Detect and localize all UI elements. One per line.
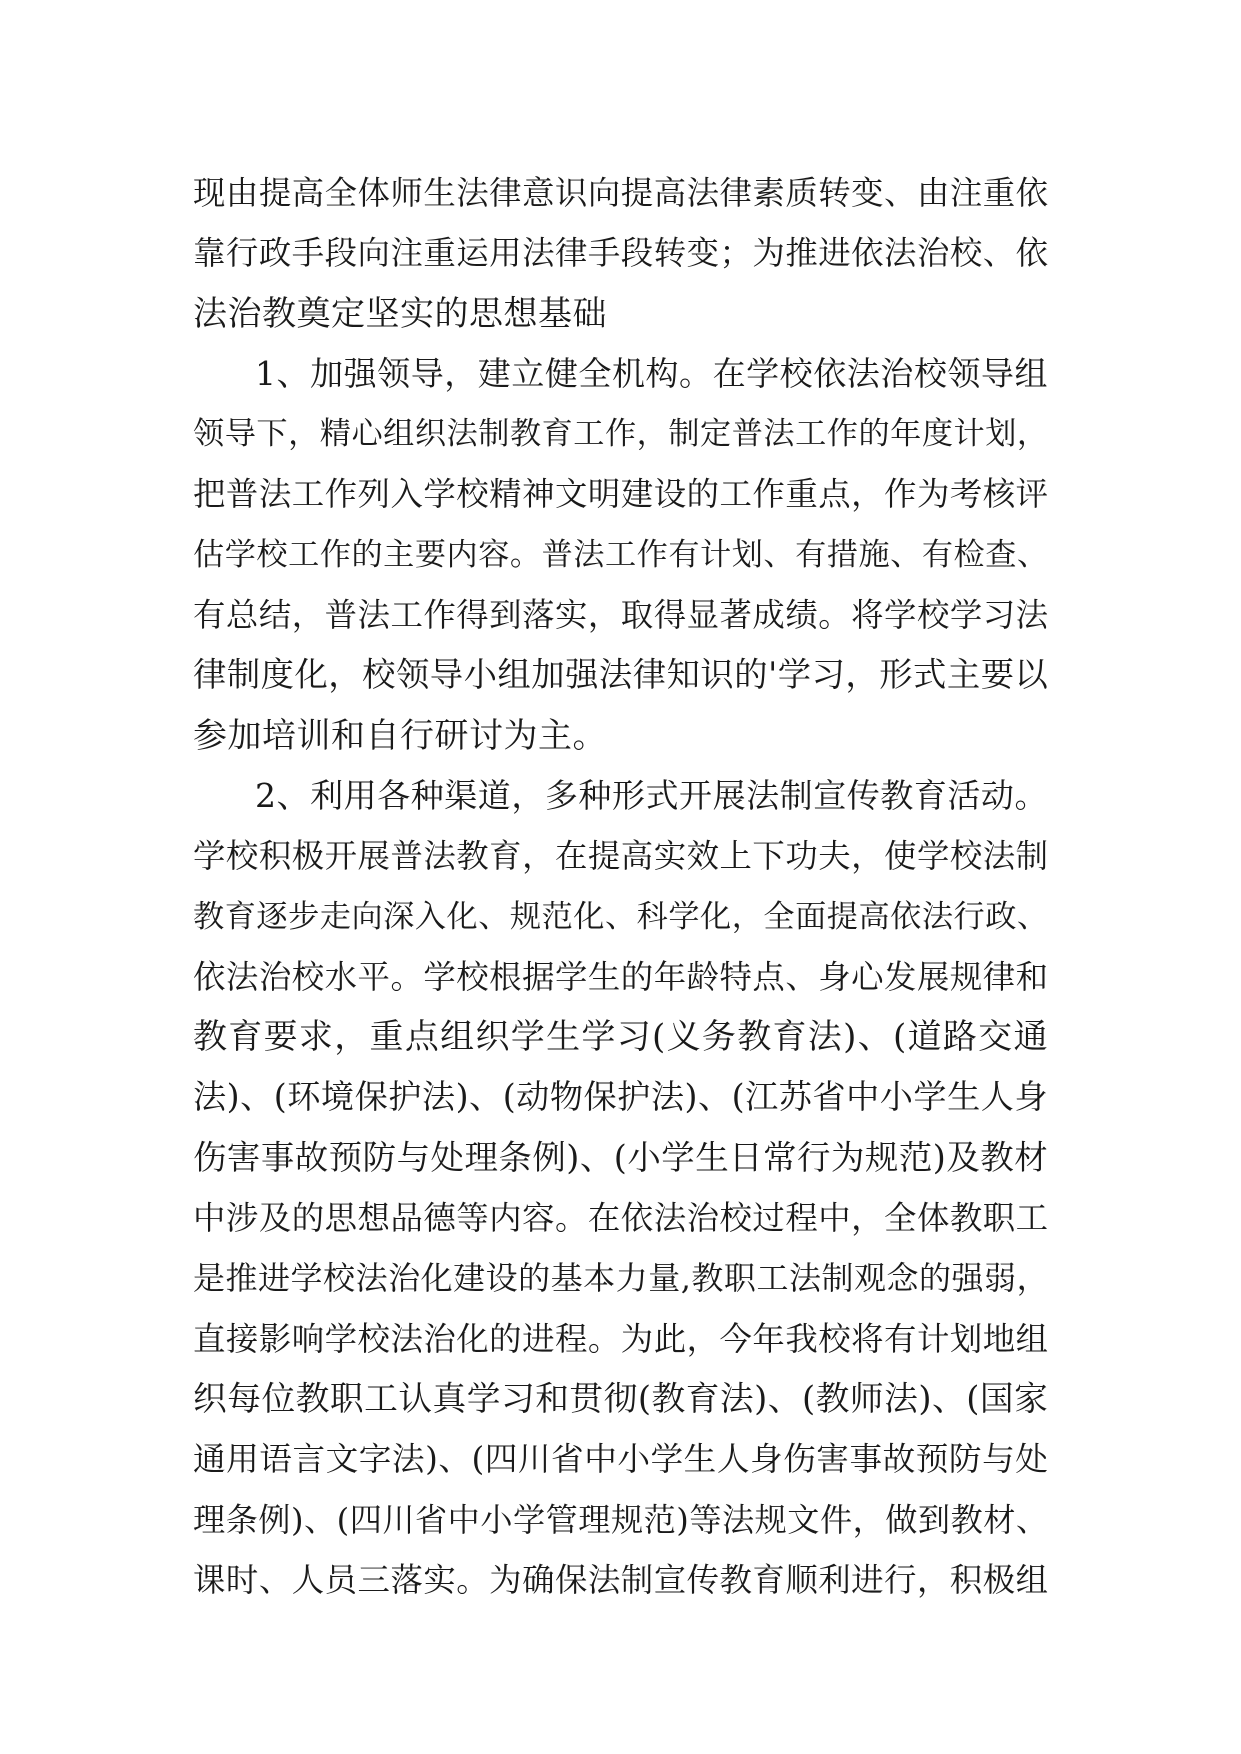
- text-line: 有总结，普法工作得到落实，取得显著成绩。将学校学习法: [193, 596, 1049, 635]
- text-line: 估学校工作的主要内容。普法工作有计划、有措施、有检查、: [193, 536, 1049, 573]
- document-body: [193, 163, 1048, 1610]
- text-line: 课时、人员三落实。为确保法制宣传教育顺利进行，积极组: [193, 1560, 1049, 1599]
- text-line: 理条例)、(四川省中小学管理规范)等法规文件，做到教材、: [193, 1500, 1049, 1539]
- text-line: 领导下，精心组织法制教育工作，制定普法工作的年度计划，: [193, 416, 1049, 453]
- text-line: 把普法工作列入学校精神文明建设的工作重点，作为考核评: [193, 475, 1049, 514]
- text-line: 通用语言文字法)、(四川省中小学生人身伤害事故预防与处: [193, 1440, 1049, 1479]
- text-line: 织每位教职工认真学习和贯彻(教育法)、(教师法)、(国家: [193, 1378, 1049, 1418]
- text-line: 学校积极开展普法教育，在提高实效上下功夫，使学校法制: [193, 837, 1049, 876]
- text-line: 现由提高全体师生法律意识向提高法律素质转变、由注重依: [193, 174, 1049, 212]
- text-line: 2、利用各种渠道，多种形式开展法制宣传教育活动。: [255, 775, 1048, 815]
- text-line: 1、加强领导，建立健全机构。在学校依法治校领导组: [255, 353, 1048, 393]
- text-line: 直接影响学校法治化的进程。为此，今年我校将有计划地组: [193, 1319, 1049, 1358]
- text-line: 法)、(环境保护法)、(动物保护法)、(江苏省中小学生人身: [193, 1077, 1049, 1117]
- text-line: 伤害事故预防与处理条例)、(小学生日常行为规范)及教材: [193, 1137, 1049, 1177]
- text-line: 教育要求，重点组织学生学习(义务教育法)、(道路交通: [193, 1017, 1048, 1058]
- text-line: 依法治校水平。学校根据学生的年龄特点、身心发展规律和: [193, 957, 1049, 996]
- text-line: 靠行政手段向注重运用法律手段转变；为推进依法治校、依: [193, 234, 1049, 273]
- text-line: 教育逐步走向深入化、规范化、科学化，全面提高依法行政、: [193, 898, 1049, 935]
- text-line: 律制度化，校领导小组加强法律知识的'学习，形式主要以: [193, 655, 1049, 695]
- text-line: 法治教奠定坚实的思想基础: [193, 293, 607, 334]
- text-line: 是推进学校法治化建设的基本力量,教职工法制观念的强弱，: [193, 1259, 1050, 1298]
- text-line: 中涉及的思想品德等内容。在依法治校过程中，全体教职工: [193, 1199, 1049, 1238]
- text-line: 参加培训和自行研讨为主。: [193, 715, 607, 756]
